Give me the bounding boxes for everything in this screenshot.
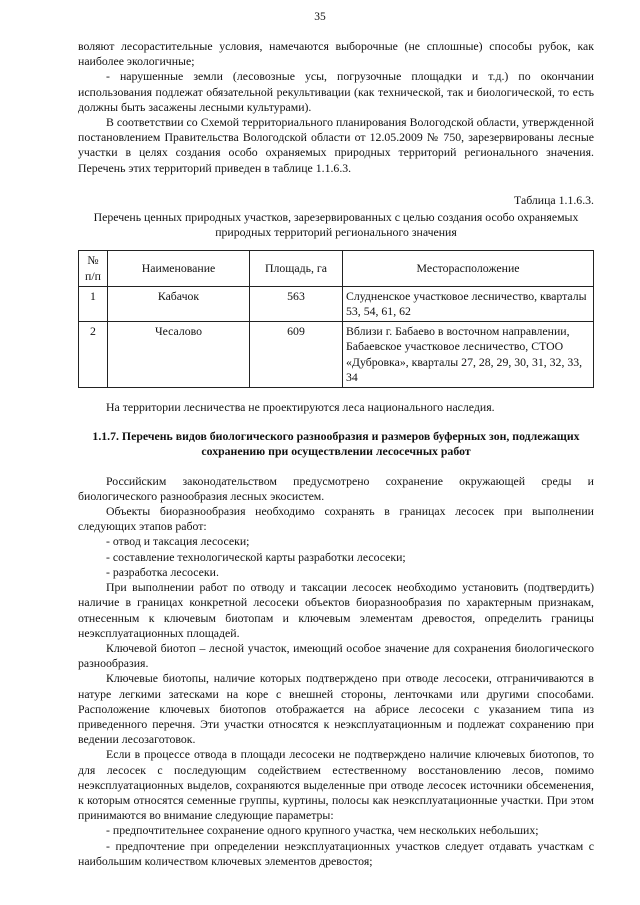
reserved-areas-table <box>78 250 594 388</box>
paragraph: Ключевые биотопы, наличие которых подтверждено при отводе лесосеки, отграничиваются в натуре легкими затесками на коре с внешней стороны, ленточками или другими способами. Расположение ключевых биотопов отображается на абрисе лесосеки с указанием типа из приведенного перечня. Эти участки относятся к неэксплуатационным и подлежат сохранению при ведении лесозаготовок. <box>78 671 594 747</box>
cell-name: Чесалово <box>108 322 250 388</box>
section-heading: 1.1.7. Перечень видов биологического разнообразия и размеров буферных зон, подлежащих сохранению при осуществлении лесосечных работ <box>92 429 580 459</box>
page-content <box>78 39 594 869</box>
table-title: Перечень ценных природных участков, зарезервированных с целью создания особо охраняемых природных территорий регионального значения <box>93 210 579 240</box>
table-caption: Таблица 1.1.6.3. <box>514 192 594 207</box>
cell-area: 609 <box>250 322 343 388</box>
header-area: Площадь, га <box>250 251 343 286</box>
paragraph: воляют лесорастительные условия, намечаются выборочные (не сплошные) способы рубок, как наиболее экологичные; <box>78 39 594 69</box>
header-location: Месторасположение <box>343 251 594 286</box>
paragraph: Российским законодательством предусмотрено сохранение окружающей среды и биологического разнообразия лесных экосистем. <box>78 473 594 503</box>
cell-location: Слудненское участковое лесничество, кварталы 53, 54, 61, 62 <box>343 286 594 321</box>
list-item: - отвод и таксация лесосеки; <box>106 534 250 549</box>
table-header-row <box>79 251 594 286</box>
header-name: Наименование <box>108 251 250 286</box>
header-number: № п/п <box>79 251 108 286</box>
paragraph: На территории лесничества не проектируются леса национального наследия. <box>106 400 495 415</box>
cell-number: 1 <box>79 286 108 321</box>
paragraph: Ключевой биотоп – лесной участок, имеющий особое значение для сохранения биологического разнообразия. <box>78 640 594 671</box>
list-item: - предпочтительнее сохранение одного крупного участка, чем нескольких небольших; <box>106 823 539 838</box>
cell-area: 563 <box>250 286 343 321</box>
list-item: - составление технологической карты разработки лесосеки; <box>106 549 406 564</box>
list-item: - предпочтение при определении неэксплуатационных участков следует отдавать участкам с наибольшим количеством ключевых элементов древостоя; <box>78 838 594 868</box>
paragraph: При выполнении работ по отводу и таксации лесосек необходимо установить (подтвердить) наличие в границах конкретной лесосеки объектов биоразнообразия по характерным признакам, отнесенным к ключевым биотопам и ключевым элементам древостоя, определить границы неэксплуатационных площадей. <box>78 580 594 640</box>
page-number: 35 <box>314 11 326 23</box>
cell-location: Вблизи г. Бабаево в восточном направлении, Бабаевское участковое лесничество, СТОО «Дубровка», кварталы 27, 28, 29, 30, 31, 32, 33, 34 <box>343 322 594 388</box>
table-row <box>79 322 594 388</box>
list-item: - разработка лесосеки. <box>106 564 219 579</box>
paragraph: В соответствии со Схемой территориального планирования Вологодской области, утвержденной постановлением Правительства Вологодской области от 12.05.2009 № 750, зарезервированы лесные участки в целях создания особо охраняемых природных территорий регионального значения. Перечень этих территорий приведен в таблице 1.1.6.3. <box>78 115 594 175</box>
table-row <box>79 286 594 321</box>
cell-number: 2 <box>79 322 108 388</box>
cell-name: Кабачок <box>108 286 250 321</box>
list-item: - нарушенные земли (лесовозные усы, погрузочные площадки и т.д.) по окончании использования подлежат обязательной рекультивации (как технической, так и биологической, то есть должны быть засажены лесными культурами). <box>78 69 594 114</box>
paragraph: Объекты биоразнообразия необходимо сохранять в границах лесосек при выполнении следующих этапов работ: <box>78 504 594 534</box>
paragraph: Если в процессе отвода в площади лесосеки не подтверждено наличие ключевых биотопов, то для лесосек с последующим содействием естественному восстановлению лесов, помимо неэксплуатационных выделов, сохраняются выделенные при отводе лесосек источники обсеменения, к которым относятся семенные группы, куртины, полосы как неэксплуатационные участки. При этом принимаются во внимание следующие параметры: <box>78 747 594 823</box>
